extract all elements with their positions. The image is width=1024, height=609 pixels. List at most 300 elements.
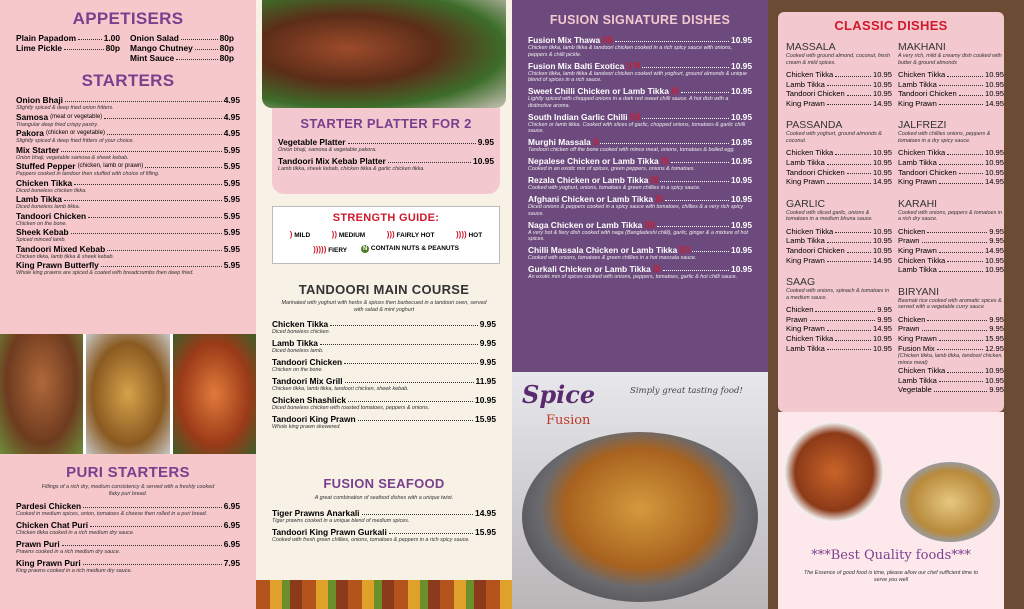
menu-item-row bbox=[16, 244, 240, 254]
item-price: 10.95 bbox=[984, 366, 1004, 376]
item-name: Lamb Tikka bbox=[786, 343, 825, 353]
dot-leader bbox=[939, 158, 983, 165]
section-title-passanda: PASSANDA bbox=[786, 119, 843, 132]
section-title-jalfrezi: JALFREZI bbox=[898, 119, 947, 132]
dot-leader bbox=[665, 194, 729, 201]
dot-leader bbox=[927, 315, 987, 322]
item-name: Sheek Kebab bbox=[16, 227, 69, 237]
dot-leader bbox=[83, 501, 222, 508]
dot-leader bbox=[939, 376, 983, 383]
menu-item-row bbox=[272, 357, 496, 367]
item-price: 10.95 bbox=[984, 79, 1004, 89]
item-name: Prawn bbox=[898, 236, 920, 246]
dot-leader bbox=[922, 324, 988, 331]
dot-leader bbox=[827, 256, 871, 263]
item-name: Rezala Chicken or Lamb Tikka bbox=[528, 175, 649, 185]
dot-leader bbox=[827, 177, 871, 184]
item-name: Lime Pickle bbox=[16, 43, 63, 53]
item-desc: Chicken on the bone. bbox=[272, 367, 323, 373]
chili-icon: )))) bbox=[629, 111, 641, 121]
item-name: King Prawn bbox=[786, 98, 825, 108]
item-price: 10.95 bbox=[984, 148, 1004, 158]
item-desc: Cooked with onions, tomatoes & green chillies in a hot massala sauce. bbox=[528, 255, 697, 261]
starters-list bbox=[0, 91, 256, 277]
item-desc: Cooked with yoghurt, onions, tomatoes & green chillies in a spicy sauce. bbox=[528, 185, 701, 191]
menu-item-row bbox=[278, 137, 494, 147]
item-name: Lamb Tikka bbox=[898, 79, 937, 89]
menu-item-row bbox=[272, 527, 496, 537]
item-desc: An exotic mix of spices cooked with onions, peppers, tomatoes, garlic & hot chilli sauce. bbox=[528, 274, 738, 280]
item-price: 9.95 bbox=[989, 314, 1004, 324]
dot-leader bbox=[330, 319, 478, 326]
item-name: Tandoori Chicken bbox=[786, 89, 845, 99]
item-price: 1.00 bbox=[103, 33, 120, 43]
menu-item-row bbox=[16, 227, 240, 237]
menu-item-row bbox=[272, 508, 496, 518]
strength-medium: )) MEDIUM bbox=[331, 230, 366, 239]
item-price: 5.95 bbox=[223, 177, 240, 188]
item-price: 80p bbox=[105, 43, 120, 53]
item-desc: Lightly spiced with chopped onions in a dark red sweet chilli sauce. A hot dish with a distinctive aroma. bbox=[528, 96, 729, 109]
strength-guide bbox=[272, 206, 500, 264]
dot-leader bbox=[827, 324, 871, 331]
item-desc: Triangular deep fried crispy pastry. bbox=[16, 121, 99, 128]
menu-item-row bbox=[272, 376, 496, 386]
dot-leader bbox=[671, 156, 729, 163]
item-name: Gurkali Chicken or Lamb Tikka bbox=[528, 264, 651, 274]
item-desc: Chicken tikka cooked in a rich medium dry sauce. bbox=[16, 530, 135, 536]
menu-item-row bbox=[898, 70, 1004, 80]
item-price: 5.95 bbox=[223, 161, 240, 171]
item-name: Pardesi Chicken bbox=[16, 501, 82, 511]
item-name: Nepalese Chicken or Lamb Tikka bbox=[528, 156, 659, 166]
brand-sub: Fusion bbox=[546, 413, 591, 428]
spices-photo bbox=[256, 580, 512, 609]
section-desc: Cooked with onions, peppers & tomatoes in a rich dry sauce. bbox=[898, 209, 1002, 223]
menu-item-row bbox=[16, 520, 240, 530]
item-desc: Lamb tikka, sheek kebab, chicken tikka & garlic chicken tikka. bbox=[278, 166, 425, 172]
dot-leader bbox=[104, 112, 222, 119]
menu-item-row bbox=[786, 315, 892, 325]
item-price: 6.95 bbox=[223, 501, 240, 511]
item-price: 14.95 bbox=[984, 177, 1004, 187]
dot-leader bbox=[181, 33, 218, 40]
item-name: Tandoori Mixed Kebab bbox=[16, 243, 106, 254]
dot-leader bbox=[348, 395, 473, 402]
menu-item-row bbox=[786, 344, 892, 354]
dot-leader bbox=[827, 99, 871, 106]
dot-leader bbox=[835, 70, 871, 77]
puri-list bbox=[0, 501, 256, 575]
item-price: 10.95 bbox=[872, 167, 892, 177]
starters-photo-strip bbox=[0, 334, 256, 454]
item-price: 12.95 bbox=[984, 343, 1004, 353]
menu-item-row bbox=[130, 33, 234, 43]
item-price: 14.95 bbox=[872, 255, 892, 265]
item-desc: Slightly spiced & deep fried onion fritters. bbox=[16, 105, 114, 111]
dot-leader bbox=[927, 227, 987, 234]
item-name: Onion Salad bbox=[130, 33, 179, 43]
item-name: Lamb Tikka bbox=[898, 375, 937, 385]
panel-classic bbox=[768, 0, 1024, 609]
menu-item-row bbox=[898, 256, 1004, 266]
item-name: Tandoori King Prawn bbox=[272, 414, 356, 424]
item-desc: Onion bhaji, vegetable samosa & sheek kebab. bbox=[16, 154, 129, 161]
dot-leader bbox=[947, 148, 983, 155]
item-desc: Chicken or lamb tikka. Cooked with slices of garlic, chopped onions, tomatoes & garlic chilli sauce. bbox=[528, 121, 746, 134]
dot-leader bbox=[827, 344, 871, 351]
item-name: Samosa bbox=[16, 111, 49, 122]
dot-leader bbox=[78, 33, 102, 40]
appetisers-title: APPETISERS bbox=[72, 9, 184, 28]
item-price: 10.95 bbox=[731, 194, 752, 204]
chili-icon: ))) bbox=[660, 156, 669, 165]
bottom-photo-area bbox=[778, 412, 1004, 609]
item-name: King Prawn bbox=[898, 245, 937, 255]
menu-item-row bbox=[16, 95, 240, 105]
item-name: Prawn bbox=[786, 314, 808, 324]
section-desc: Cooked with onions, spinach & tomatoes in a medium sauce. bbox=[786, 288, 890, 301]
item-name: Tandoori Chicken bbox=[16, 210, 87, 221]
item-name: Chicken bbox=[898, 314, 926, 324]
dot-leader bbox=[348, 137, 476, 144]
dot-leader bbox=[388, 156, 471, 163]
dot-leader bbox=[600, 137, 729, 144]
item-price: 10.95 bbox=[872, 245, 892, 255]
menu-item-row bbox=[898, 148, 1004, 158]
dot-leader bbox=[64, 194, 222, 201]
dot-leader bbox=[934, 385, 987, 392]
dot-leader bbox=[62, 539, 222, 546]
item-name: Tandoori Mix Grill bbox=[272, 376, 343, 386]
item-price: 10.95 bbox=[872, 333, 892, 343]
item-price: 10.95 bbox=[872, 79, 892, 89]
item-price: 10.95 bbox=[731, 219, 752, 230]
item-desc: Chicken tikka, lamb tikka & tandoori chicken cooked in a rich spicy sauce with onions, peppers & chilli pickle. bbox=[528, 45, 733, 58]
item-name: Tandoori Chicken bbox=[898, 89, 957, 99]
chili-icon: )) bbox=[331, 230, 337, 239]
menu-item-row bbox=[272, 319, 496, 329]
menu-item-row bbox=[898, 334, 1004, 344]
dot-leader bbox=[827, 236, 871, 243]
dot-leader bbox=[835, 334, 871, 341]
puri-title: PURI STARTERS bbox=[66, 464, 190, 481]
item-desc: Cooked with fresh green chillies, onions, tomatoes & peppers in a rich spicy sauce. bbox=[272, 536, 470, 543]
item-price: 9.95 bbox=[877, 305, 892, 315]
item-price: 10.95 bbox=[984, 265, 1004, 275]
item-price: 9.95 bbox=[989, 385, 1004, 395]
strength-fairly-hot: ))) FAIRLY HOT bbox=[386, 230, 435, 239]
item-desc: Chicken tikka, lamb tikka & tandoori chicken cooked with yoghurt, ground almonds & unique blend of spices in a rich sauce. bbox=[528, 70, 748, 83]
starters-title: STARTERS bbox=[81, 71, 175, 90]
item-price: 10.95 bbox=[872, 70, 892, 79]
menu-item-row bbox=[16, 211, 240, 221]
menu-item-row bbox=[898, 376, 1004, 386]
dot-leader bbox=[939, 177, 983, 184]
item-name: Vegetable bbox=[898, 385, 932, 395]
menu-item-row bbox=[16, 161, 240, 171]
item-name: Chicken Tikka bbox=[898, 366, 946, 376]
dot-leader bbox=[815, 305, 875, 312]
dot-leader bbox=[195, 43, 218, 50]
dot-leader bbox=[71, 227, 222, 234]
item-desc: Tiger prawns cooked in a unique blend of medium spices. bbox=[272, 517, 410, 524]
chili-icon: ))) bbox=[655, 194, 664, 203]
item-name: Sweet Chilli Chicken or Lamb Tikka bbox=[528, 86, 669, 96]
dot-leader bbox=[107, 244, 222, 251]
strength-fiery: ))))) FIERY bbox=[313, 245, 348, 254]
dot-leader bbox=[939, 99, 983, 106]
item-price: 10.95 bbox=[731, 35, 752, 45]
curry-bowl-photo bbox=[522, 432, 758, 602]
dot-leader bbox=[362, 508, 474, 515]
item-price: 4.95 bbox=[223, 128, 240, 138]
section-title-karahi: KARAHI bbox=[898, 197, 938, 210]
dot-leader bbox=[389, 527, 473, 534]
menu-item-row bbox=[898, 158, 1004, 168]
menu-item-row bbox=[786, 256, 892, 266]
menu-item-row bbox=[16, 145, 240, 155]
dot-leader bbox=[681, 86, 729, 93]
item-name: Fusion Mix bbox=[898, 343, 935, 353]
item-name: Tandoori Chicken bbox=[898, 167, 957, 177]
dot-leader bbox=[345, 376, 474, 383]
section-desc: Cooked with ground almond, coconut, fresh cream & mild spices. bbox=[786, 53, 890, 66]
section-title-massala: MASSALA bbox=[786, 41, 836, 53]
item-price: 9.95 bbox=[479, 338, 496, 348]
item-name: Stuffed Pepper bbox=[16, 161, 76, 171]
item-name: Chicken Tikka bbox=[786, 333, 834, 343]
item-name: Chicken Shashlick bbox=[272, 395, 347, 405]
item-price: 6.95 bbox=[223, 520, 240, 530]
item-price: 6.95 bbox=[223, 539, 240, 549]
menu-item-row bbox=[786, 236, 892, 246]
menu-item-row bbox=[528, 194, 752, 204]
menu-item-row bbox=[16, 33, 120, 43]
item-price: 15.95 bbox=[475, 526, 496, 537]
item-name: Chicken Tikka bbox=[898, 148, 946, 158]
item-price: 14.95 bbox=[984, 98, 1004, 108]
item-price: 10.95 bbox=[731, 86, 752, 96]
chili-icon: )))) bbox=[455, 230, 467, 239]
menu-item-row bbox=[528, 86, 752, 96]
item-price: 5.95 bbox=[223, 210, 240, 221]
menu-item-row bbox=[16, 112, 240, 122]
appetisers-list bbox=[0, 29, 256, 63]
dot-leader bbox=[642, 61, 729, 68]
item-price: 10.95 bbox=[984, 157, 1004, 167]
puri-intro: Fillings of a rich dry, medium consistency & served with a freshly cooked flaky puri bread. bbox=[41, 484, 215, 497]
dot-leader bbox=[657, 220, 729, 227]
dot-leader bbox=[947, 256, 983, 263]
dot-leader bbox=[88, 211, 222, 218]
footer-slogan: ***Best Quality foods*** bbox=[811, 548, 971, 563]
chili-icon: ))) bbox=[670, 86, 679, 95]
item-name: Chicken Tikka bbox=[898, 70, 946, 79]
item-name: Tiger Prawns Anarkali bbox=[272, 507, 360, 518]
platter-list bbox=[278, 137, 494, 173]
dot-leader bbox=[176, 53, 217, 60]
item-price: 7.95 bbox=[223, 558, 240, 568]
chili-icon: )) bbox=[592, 137, 599, 146]
item-price: 11.95 bbox=[475, 376, 496, 386]
item-price: 14.95 bbox=[984, 245, 1004, 255]
item-desc: A very hot & fiery dish cooked with naga (Bangladeshi chilli), garlic, ginger & a mixture of hot spices. bbox=[528, 229, 749, 242]
menu-item-row bbox=[272, 338, 496, 348]
menu-item-row bbox=[898, 168, 1004, 178]
dot-leader bbox=[947, 366, 983, 373]
item-desc: Slightly spiced & deep fried fritters of your choice. bbox=[16, 138, 135, 144]
menu-item-row bbox=[528, 220, 752, 230]
dot-leader bbox=[939, 334, 983, 341]
item-price: 10.95 bbox=[872, 236, 892, 246]
item-price: 15.95 bbox=[475, 414, 496, 424]
item-name: Chicken Tikka bbox=[786, 226, 834, 236]
item-price: 10.95 bbox=[731, 111, 752, 122]
menu-item-row bbox=[898, 80, 1004, 90]
item-name: Chicken Tikka bbox=[898, 255, 946, 265]
item-name: Lamb Tikka bbox=[16, 194, 62, 204]
section-title-garlic: GARLIC bbox=[786, 197, 826, 210]
item-name: King Prawn bbox=[898, 98, 937, 108]
menu-item-row bbox=[786, 99, 892, 109]
menu-item-row bbox=[898, 344, 1004, 354]
item-price: 10.95 bbox=[984, 89, 1004, 99]
strength-nuts: N CONTAIN NUTS & PEANUTS bbox=[362, 245, 459, 252]
item-desc: Spiced minced lamb. bbox=[16, 237, 67, 243]
menu-item-row bbox=[528, 112, 752, 122]
chili-icon: )))) bbox=[679, 245, 690, 254]
samosa-photo bbox=[86, 334, 169, 454]
item-extra: (chicken or vegetable) bbox=[45, 130, 105, 136]
item-price: 9.95 bbox=[479, 319, 496, 329]
item-name: King Prawn bbox=[898, 333, 937, 343]
item-name: Tandoori King Prawn Gurkali bbox=[272, 526, 387, 537]
item-name: Fusion Mix Thawa bbox=[528, 35, 601, 45]
menu-item-row bbox=[272, 395, 496, 405]
brand-tagline: Simply great tasting food! bbox=[630, 386, 743, 396]
item-desc: Cooked in medium spices, onion, tomatoes & cheese then rolled in a puri bread. bbox=[16, 511, 208, 517]
menu-item-row bbox=[16, 558, 240, 568]
item-desc: Diced boneless chicken tikka. bbox=[16, 187, 87, 194]
tandoori-intro: Marinated with yoghurt with herbs & spices then barbecued in a tandoori oven, served with salad & mint yoghurt bbox=[281, 300, 487, 313]
menu-item-row bbox=[528, 156, 752, 166]
item-price: 10.95 bbox=[475, 395, 496, 405]
menu-item-row bbox=[130, 43, 234, 53]
item-name: Lamb Tikka bbox=[786, 157, 825, 167]
spice-fusion-logo bbox=[522, 380, 595, 428]
item-price: 10.95 bbox=[984, 255, 1004, 265]
item-name: Chicken Tikka bbox=[786, 70, 834, 79]
menu-item-row bbox=[898, 246, 1004, 256]
item-desc: Chicken tikka, lamb tikka & sheek kebab. bbox=[16, 253, 114, 260]
item-name: Chicken bbox=[786, 305, 814, 315]
item-name: Lamb Tikka bbox=[786, 236, 825, 246]
chili-icon: )))) bbox=[644, 219, 655, 229]
item-name: Plain Papadom bbox=[16, 33, 77, 43]
item-name: Tandoori Chicken bbox=[786, 167, 845, 177]
dot-leader bbox=[937, 344, 983, 351]
dot-leader bbox=[74, 178, 222, 185]
item-desc: Cooked in an exotic mix of spices, green peppers, onions & tomatoes. bbox=[528, 166, 695, 172]
menu-item-row bbox=[528, 137, 752, 147]
menu-item-row bbox=[898, 227, 1004, 237]
item-desc: Diced boneless lamb. bbox=[272, 348, 324, 354]
dot-leader bbox=[922, 236, 988, 243]
item-price: 4.95 bbox=[223, 111, 240, 122]
dot-leader bbox=[810, 315, 876, 322]
menu-item-row bbox=[898, 366, 1004, 376]
item-name: Fusion Mix Balti Exotica bbox=[528, 60, 625, 71]
seafood-intro: A great combination of seafood dishes with a unique twist. bbox=[314, 495, 454, 501]
dot-leader bbox=[358, 414, 473, 421]
item-price: 14.95 bbox=[475, 507, 496, 518]
platter-title: STARTER PLATTER FOR 2 bbox=[300, 116, 472, 131]
item-name: King Prawn Butterfly bbox=[16, 260, 99, 270]
item-desc: Diced onions & peppers cooked in a spicy sauce with tomatoes, chillies & a very rich spicy sauce. bbox=[528, 204, 744, 217]
item-desc: Diced boneless lamb tikka. bbox=[16, 204, 81, 210]
item-desc: Chicken tikka, lamb tikka, tandoori chicken, sheek kebab. bbox=[272, 386, 409, 392]
item-name: Tandoori Mix Kebab Platter bbox=[278, 156, 386, 166]
item-name: Mix Starter bbox=[16, 144, 60, 155]
chili-icon: ) bbox=[289, 230, 293, 239]
item-desc: Whole king prawns are spiced & coated with breadcrumbs then deep fried. bbox=[16, 270, 194, 276]
tandoori-list bbox=[256, 319, 512, 431]
chili-icon: ))) bbox=[650, 175, 659, 184]
salad-photo bbox=[262, 0, 506, 108]
menu-item-row bbox=[786, 305, 892, 315]
item-name: Chilli Massala Chicken or Lamb Tikka bbox=[528, 245, 678, 255]
item-price: 10.95 bbox=[731, 156, 752, 166]
item-name: Lamb Tikka bbox=[898, 157, 937, 167]
menu-item-row bbox=[528, 245, 752, 255]
item-name: Pakora bbox=[16, 128, 44, 138]
brand-name: Spice bbox=[522, 380, 596, 409]
menu-item-row bbox=[898, 236, 1004, 246]
item-name: Mint Sauce bbox=[130, 53, 175, 63]
dot-leader bbox=[847, 168, 871, 175]
item-desc: Diced boneless chicken with roasted tomatoes, peppers & onions. bbox=[272, 405, 430, 411]
section-title-saag: SAAG bbox=[786, 276, 816, 289]
dot-leader bbox=[101, 260, 222, 267]
classic-title: CLASSIC DISHES bbox=[834, 18, 948, 33]
menu-item-row bbox=[898, 177, 1004, 187]
item-name: Murghi Massala bbox=[528, 137, 591, 147]
item-price: 14.95 bbox=[872, 98, 892, 108]
item-price: 5.95 bbox=[223, 144, 240, 155]
item-price: 10.95 bbox=[872, 157, 892, 167]
pakora-photo bbox=[173, 334, 256, 454]
section-desc: Cooked with chillies onions, peppers & tomatoes in a dry spicy sauce. bbox=[898, 131, 991, 144]
menu-item-row bbox=[16, 128, 240, 138]
platter-box bbox=[272, 108, 500, 194]
tandoori-title: TANDOORI MAIN COURSE bbox=[298, 282, 470, 297]
dot-leader bbox=[847, 246, 871, 253]
item-name: Prawn Puri bbox=[16, 539, 60, 549]
item-price: 14.95 bbox=[872, 177, 892, 187]
menu-item-row bbox=[528, 35, 752, 45]
strength-hot: )))) HOT bbox=[455, 230, 483, 239]
dot-leader bbox=[947, 70, 983, 77]
item-name: King Prawn bbox=[786, 177, 825, 187]
item-desc: Prawns cooked in a rich medium dry sauce. bbox=[16, 549, 121, 555]
item-name: South Indian Garlic Chilli bbox=[528, 111, 628, 122]
chili-icon: )) N bbox=[626, 60, 640, 70]
section-desc: Cooked with yoghurt, ground almonds & coconut. bbox=[786, 131, 882, 144]
item-price: 14.95 bbox=[872, 324, 892, 334]
menu-item-row bbox=[898, 265, 1004, 275]
dot-leader bbox=[64, 43, 103, 50]
